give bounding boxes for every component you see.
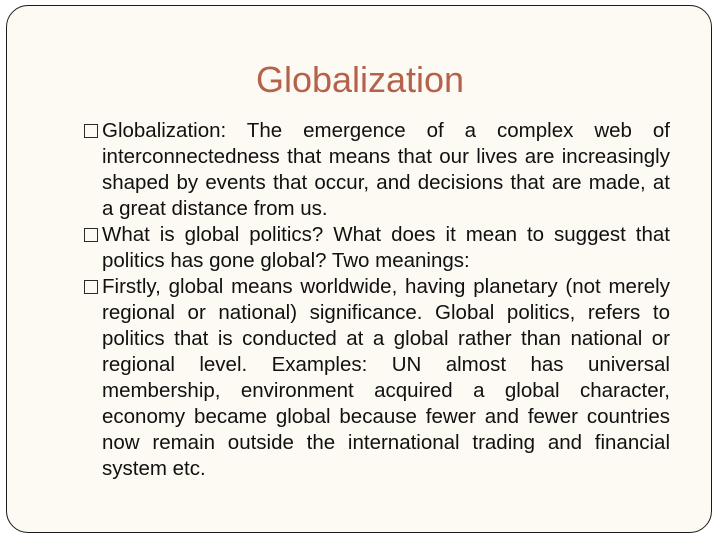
checkbox-bullet-icon xyxy=(80,120,102,142)
slide-title: Globalization xyxy=(255,59,465,100)
slide-body xyxy=(0,118,720,528)
checkbox-bullet-icon xyxy=(80,276,102,298)
checkbox-bullet-icon xyxy=(80,224,102,246)
bullet-text-definition: Globalization: The emergence of a complex web of interconnectedness that means that our lives are increasingly shaped by events that occur, and decisions that are made, at a great distance from us. xyxy=(102,119,670,220)
bullet-text-question: What is global politics? What does it mean to suggest that politics has gone global? Two meanings: xyxy=(102,223,670,272)
bullet-text-firstly: Firstly, global means worldwide, having planetary (not merely regional or national) significance. Global politics, refers to politics that is conducted at a global rather than national or regional level. Examples: UN almost has universal membership, environment acquired a global character, economy became global because fewer and fewer countries now remain outside the international trading and financial system etc. xyxy=(102,275,670,480)
